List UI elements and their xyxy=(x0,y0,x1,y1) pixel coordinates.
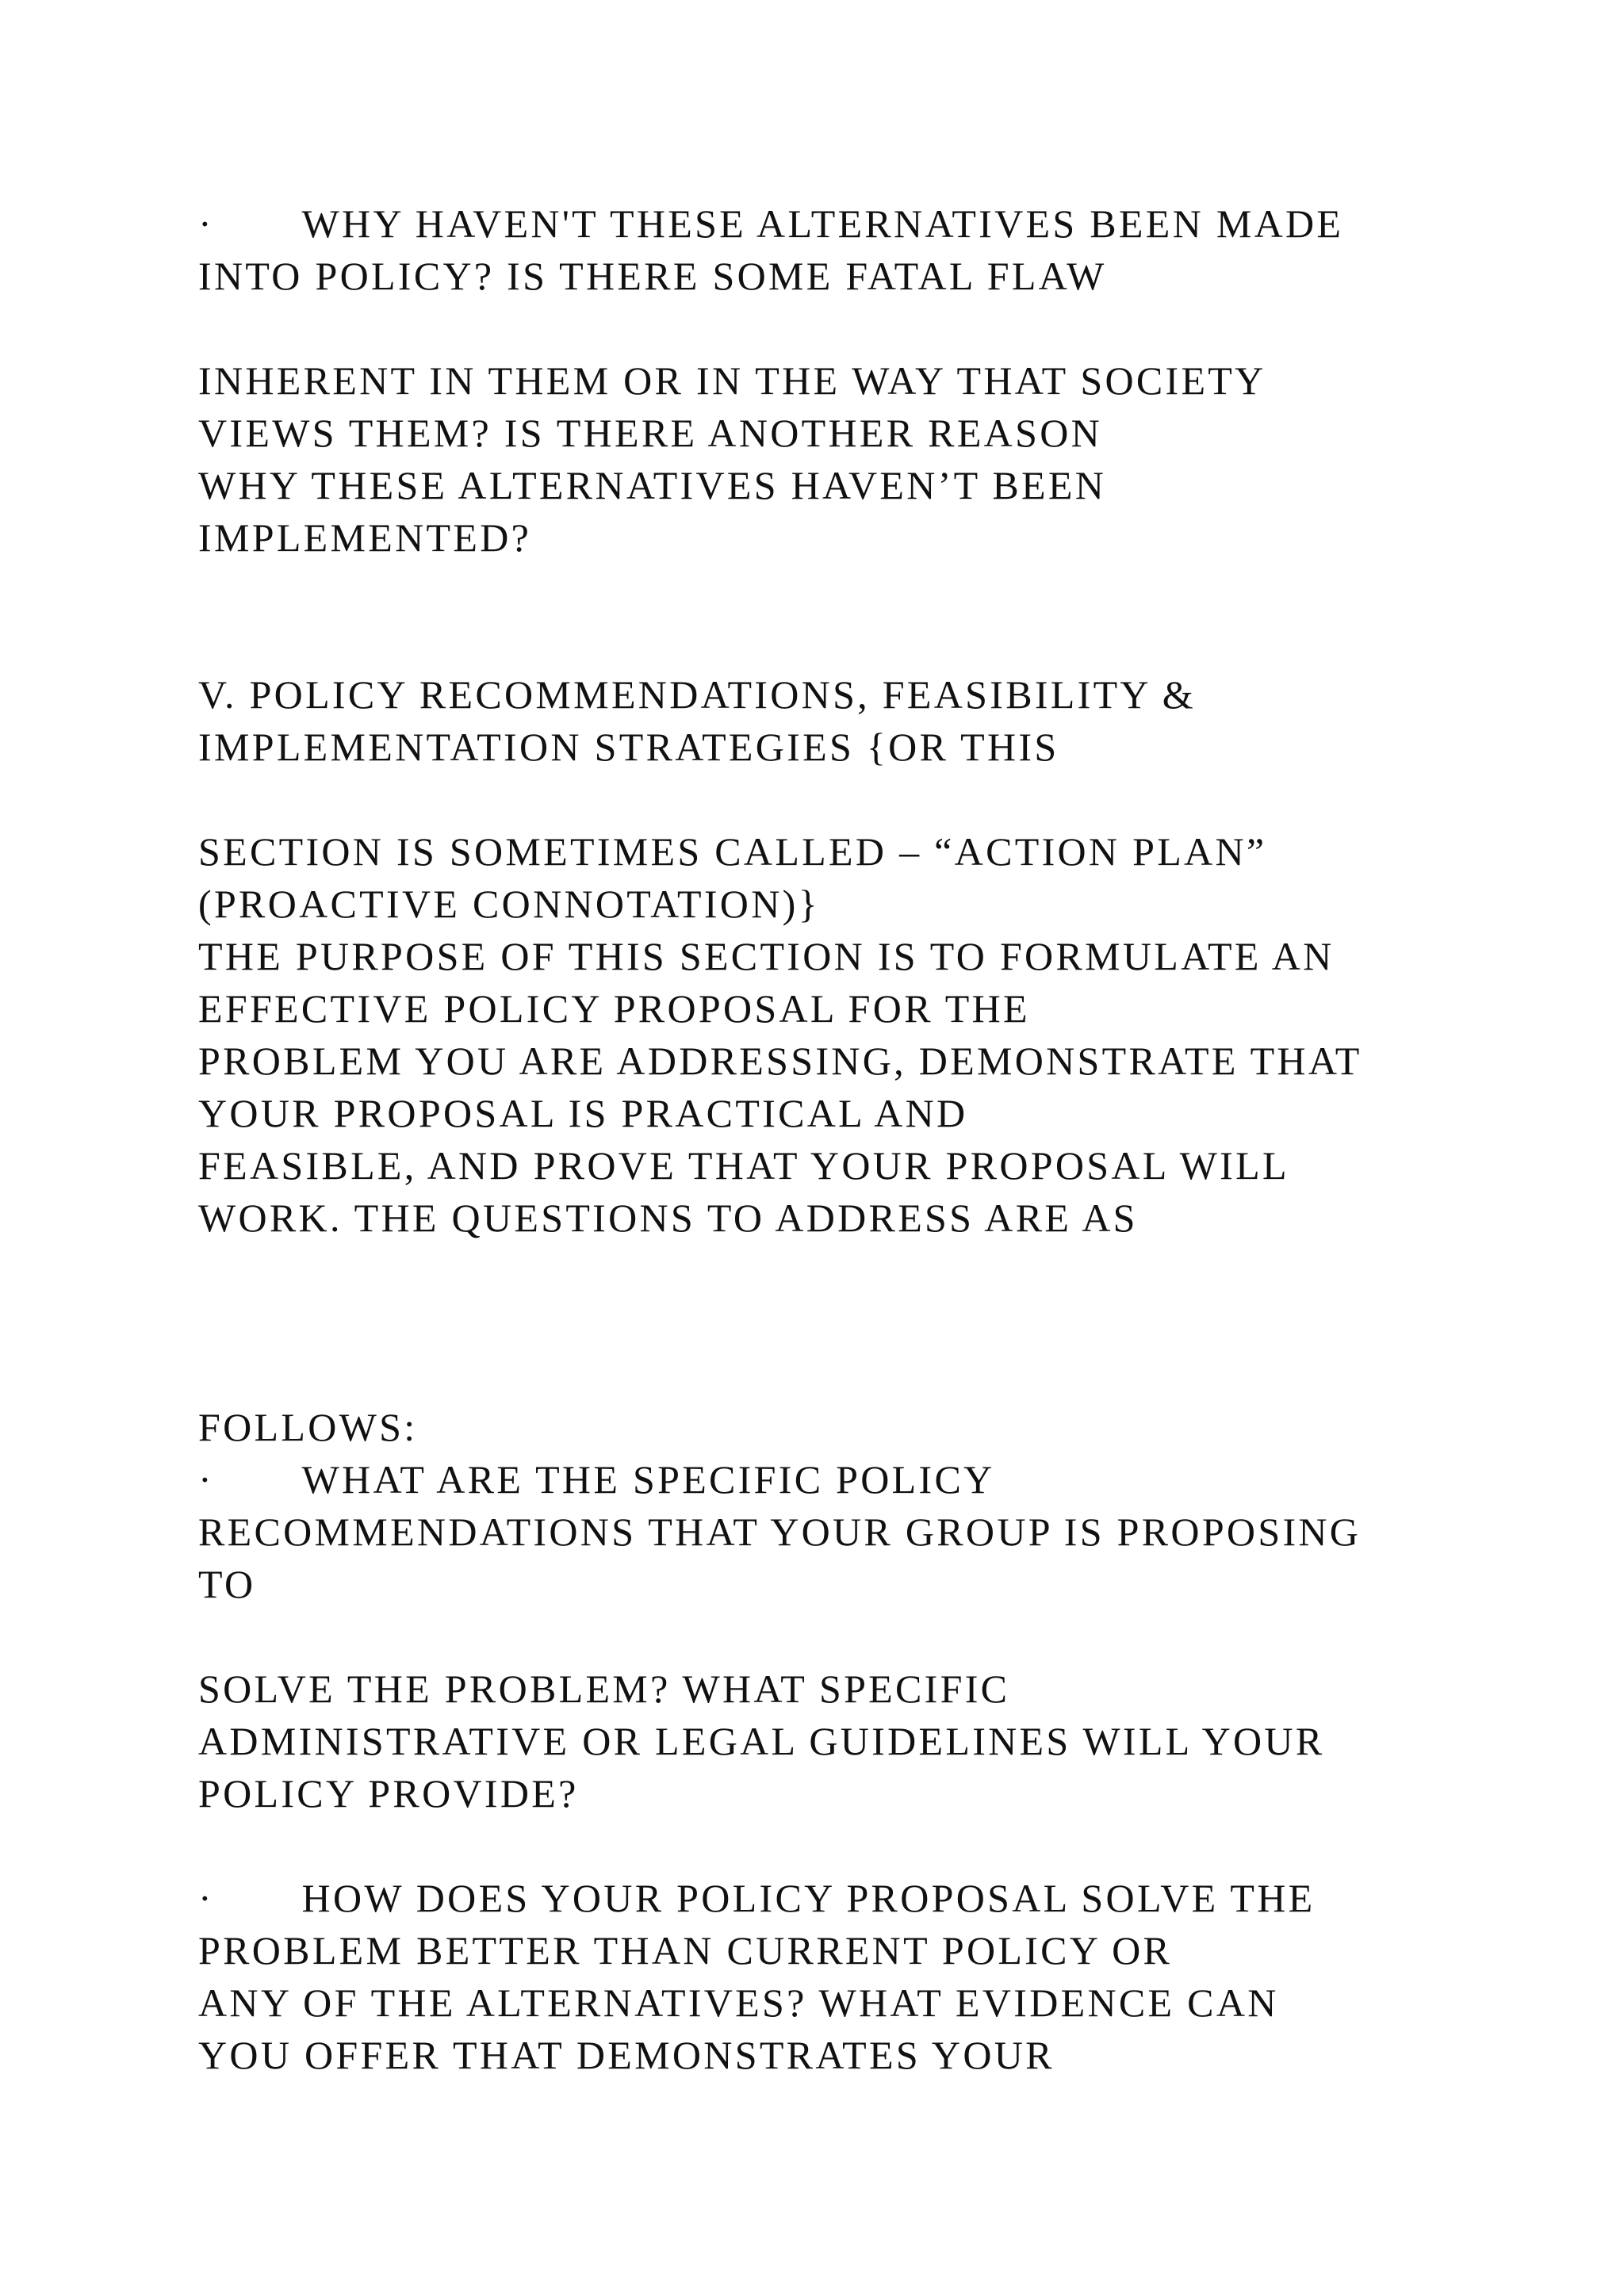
text-line: YOU OFFER THAT DEMONSTRATES YOUR xyxy=(198,2033,1055,2077)
text-line: (PROACTIVE CONNOTATION)} xyxy=(198,882,820,926)
text-line: ADMINISTRATIVE OR LEGAL GUIDELINES WILL YOUR xyxy=(198,1719,1325,1763)
text-line: PROBLEM YOU ARE ADDRESSING, DEMONSTRATE THAT xyxy=(198,1039,1362,1083)
text-line: YOUR PROPOSAL IS PRACTICAL AND xyxy=(198,1091,968,1135)
text-line: INTO POLICY? IS THERE SOME FATAL FLAW xyxy=(198,254,1107,298)
text-line: FOLLOWS: xyxy=(198,1405,418,1449)
text-line: PROBLEM BETTER THAN CURRENT POLICY OR xyxy=(198,1928,1173,1973)
text-line: THE PURPOSE OF THIS SECTION IS TO FORMULATE AN xyxy=(198,934,1335,978)
text-line: SECTION IS SOMETIMES CALLED – “ACTION PLAN” xyxy=(198,829,1267,874)
text-line: IMPLEMENTED? xyxy=(198,515,532,560)
bullet-line: · WHAT ARE THE SPECIFIC POLICY xyxy=(198,1457,995,1502)
text-line: VIEWS THEM? IS THERE ANOTHER REASON xyxy=(198,411,1103,455)
section-heading: IMPLEMENTATION STRATEGIES {OR THIS xyxy=(198,725,1059,769)
text-line: · WHY HAVEN'T THESE ALTERNATIVES BEEN MADE xyxy=(198,201,1344,246)
text-line: SOLVE THE PROBLEM? WHAT SPECIFIC xyxy=(198,1667,1010,1711)
text-line: INHERENT IN THEM OR IN THE WAY THAT SOCIETY xyxy=(198,358,1266,403)
bullet-line: · HOW DOES YOUR POLICY PROPOSAL SOLVE THE xyxy=(198,1876,1316,1920)
text-line: EFFECTIVE POLICY PROPOSAL FOR THE xyxy=(198,986,1030,1031)
text-line: WHY THESE ALTERNATIVES HAVEN’T BEEN xyxy=(198,463,1107,507)
text-line: RECOMMENDATIONS THAT YOUR GROUP IS PROPOSING xyxy=(198,1510,1362,1554)
text-line: TO xyxy=(198,1562,256,1606)
text-line: POLICY PROVIDE? xyxy=(198,1771,579,1816)
text-line: WORK. THE QUESTIONS TO ADDRESS ARE AS xyxy=(198,1196,1138,1240)
section-heading: V. POLICY RECOMMENDATIONS, FEASIBILITY & xyxy=(198,672,1196,717)
text-line: FEASIBLE, AND PROVE THAT YOUR PROPOSAL WILL xyxy=(198,1143,1289,1188)
text-line: ANY OF THE ALTERNATIVES? WHAT EVIDENCE CAN xyxy=(198,1980,1279,2025)
